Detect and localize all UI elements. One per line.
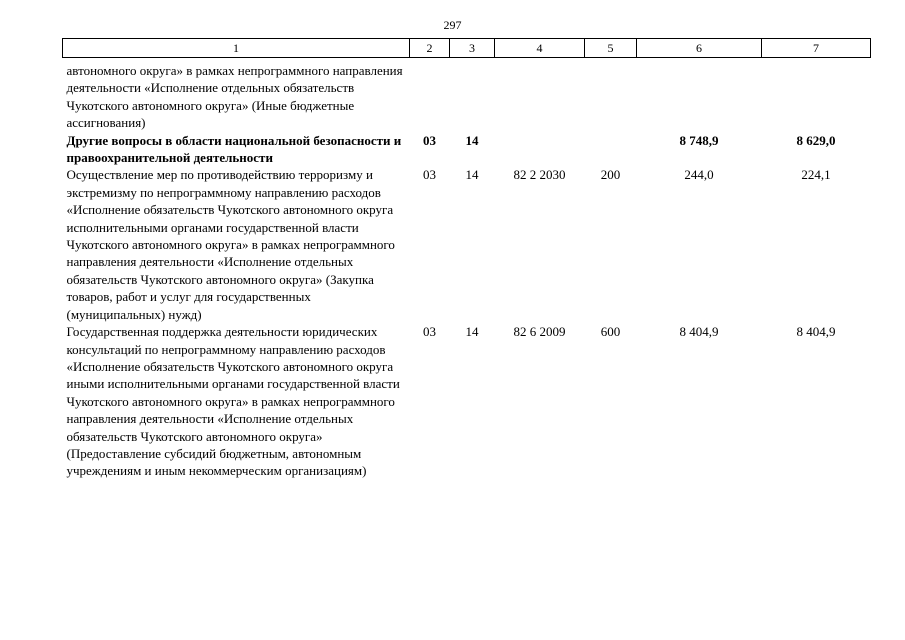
row-expense-type: 600 bbox=[600, 324, 621, 340]
row-subsection: 14 bbox=[465, 132, 479, 148]
budget-table bbox=[62, 38, 871, 480]
row-description: Другие вопросы в области национальной безопасности и правоохранительной деятельности bbox=[66, 132, 402, 166]
column-header: 2 bbox=[410, 39, 450, 58]
row-section: 03 bbox=[423, 167, 436, 183]
row-expense-type bbox=[585, 58, 637, 132]
column-header: 1 bbox=[63, 39, 410, 58]
row-expense-type: 200 bbox=[600, 167, 621, 183]
row-description: автономного округа» в рамках непрограммного направления деятельности «Исполнение отдельных обязательств Чукотского автономного округа» (Иные бюджетные ассигнования) bbox=[66, 63, 403, 131]
row-description: Государственная поддержка деятельности юридических консультаций по непрограммному направлению расходов «Исполнение обязательств Чукотского автономного округа иными исполнительными органами государственной власти Чукотского автономного округа» в рамках непрограммного направления деятельности «Исполнение отдельных обязательств Чукотского автономного округа» (Предоставление субсидий бюджетным, автономным учреждениям и иным некоммерческим организациям) bbox=[66, 324, 400, 479]
table-row bbox=[63, 166, 871, 323]
row-section: 03 bbox=[423, 324, 436, 340]
row-amount-2: 224,1 bbox=[801, 167, 831, 183]
row-description: Осуществление мер по противодействию терроризму и экстремизму по непрограммному направлению расходов «Исполнение обязательств Чукотского автономного округа исполнительными органами государственной власти Чукотского автономного округа» в рамках непрограммного направления деятельности «Исполнение отдельных обязательств Чукотского автономного округа» (Закупка товаров, работ и услуг для государственных (муниципальных) нужд) bbox=[66, 167, 395, 322]
row-section bbox=[410, 58, 450, 132]
row-amount-1: 244,0 bbox=[684, 167, 714, 183]
row-subsection: 14 bbox=[465, 324, 479, 340]
page-number: 297 bbox=[443, 18, 462, 32]
row-amount-1: 8 404,9 bbox=[679, 324, 719, 340]
column-header: 4 bbox=[495, 39, 585, 58]
column-header: 5 bbox=[585, 39, 637, 58]
column-header: 7 bbox=[762, 39, 871, 58]
table-row bbox=[63, 58, 871, 132]
row-subsection bbox=[450, 58, 495, 132]
row-target-article: 82 6 2009 bbox=[513, 324, 566, 340]
table-header-row bbox=[63, 39, 871, 58]
table-row bbox=[63, 132, 871, 167]
row-target-article bbox=[495, 132, 585, 167]
row-amount-2: 8 629,0 bbox=[796, 132, 836, 148]
row-subsection: 14 bbox=[465, 167, 479, 183]
table-row bbox=[63, 323, 871, 480]
row-amount-1 bbox=[637, 58, 762, 132]
row-target-article: 82 2 2030 bbox=[513, 167, 566, 183]
row-target-article bbox=[495, 58, 585, 132]
row-amount-2: 8 404,9 bbox=[796, 324, 836, 340]
row-amount-1: 8 748,9 bbox=[679, 132, 719, 148]
row-amount-2 bbox=[762, 58, 871, 132]
row-section: 03 bbox=[423, 132, 436, 148]
column-header: 3 bbox=[450, 39, 495, 58]
row-expense-type bbox=[585, 132, 637, 167]
column-header: 6 bbox=[637, 39, 762, 58]
